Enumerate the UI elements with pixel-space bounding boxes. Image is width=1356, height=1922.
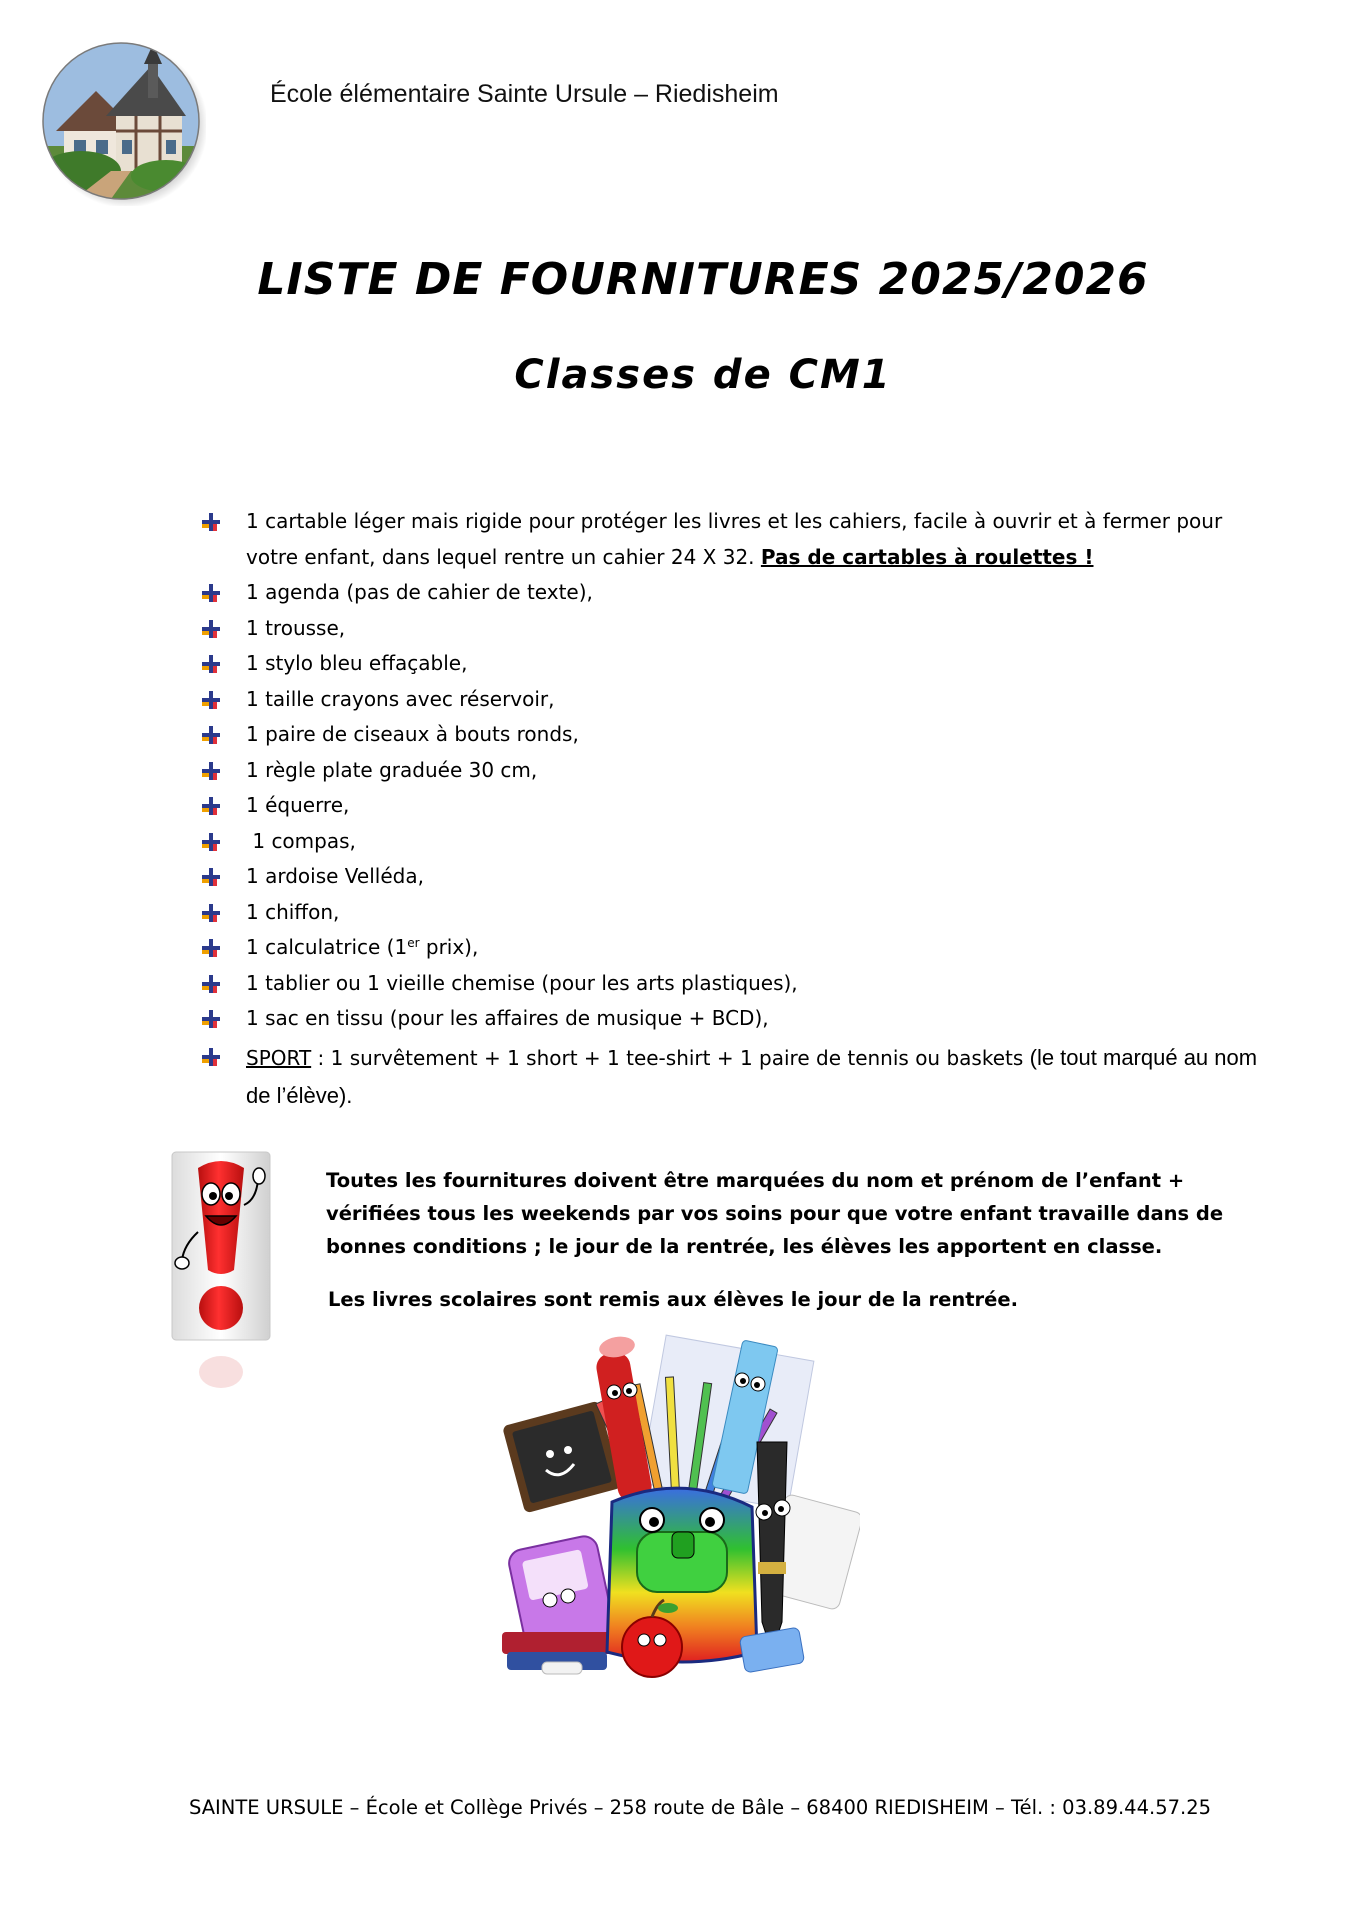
cross-bullet-icon [202, 762, 220, 780]
cross-bullet-icon [202, 939, 220, 957]
exclamation-mark-icon [166, 1150, 276, 1390]
list-item-text: 1 chiffon, [246, 899, 340, 924]
list-item [202, 788, 1262, 824]
list-item [202, 824, 1262, 860]
list-item [202, 717, 1262, 753]
school-logo [36, 36, 206, 206]
list-item-text: 1 trousse, [246, 615, 346, 640]
supply-list [202, 504, 1262, 1115]
cross-bullet-icon [202, 1010, 220, 1028]
cross-bullet-icon [202, 833, 220, 851]
superscript: er [407, 936, 420, 950]
cross-bullet-icon [202, 620, 220, 638]
page-title: LISTE DE FOURNITURES 2025/2026 [257, 254, 1149, 305]
list-item [202, 575, 1262, 611]
list-item [202, 504, 1262, 575]
list-item-text: 1 calculatrice (1 [246, 935, 408, 959]
list-item-text: 1 cartable léger mais rigide pour protéger les livres et les cahiers, facile à ouvrir et à fermer pour votre enfant, dans lequel rentre un cahier 24 X 32. [246, 509, 1223, 569]
list-item [202, 1001, 1262, 1037]
sport-label: SPORT [246, 1045, 312, 1070]
cross-bullet-icon [202, 726, 220, 744]
no-wheels-warning: Pas de cartables à roulettes ! [760, 544, 1094, 569]
list-item [202, 966, 1262, 1002]
list-item-text: 1 stylo bleu effaçable, [246, 651, 468, 675]
list-item-text-end: prix), [419, 935, 479, 959]
list-item-text: 1 tablier ou 1 vieille chemise (pour les arts plastiques), [246, 970, 798, 995]
list-item [202, 682, 1262, 718]
list-item-text: 1 règle plate graduée 30 cm, [246, 757, 538, 782]
school-name: École élémentaire Sainte Ursule – Riedisheim [270, 80, 779, 108]
list-item-text: 1 équerre, [246, 793, 350, 817]
footer-address: SAINTE URSULE – École et Collège Privés – 258 route de Bâle – 68400 RIEDISHEIM – Tél. : 03.89.44.57.25 [188, 1796, 1212, 1819]
list-item-sport [202, 1039, 1262, 1115]
cross-bullet-icon [202, 868, 220, 886]
cross-bullet-icon [202, 584, 220, 602]
list-item [202, 611, 1262, 647]
notice-paragraph: Toutes les fournitures doivent être marquées du nom et prénom de l’enfant + vérifiées tous les weekends par vos soins pour que votre enfant travaille dans de bonnes conditions ; le jour de la rentrée, les élèves les apportent en classe. [326, 1169, 1224, 1258]
cross-bullet-icon [202, 975, 220, 993]
cross-bullet-icon [202, 655, 220, 673]
list-item [202, 895, 1262, 931]
list-item-text: 1 compas, [246, 828, 356, 853]
list-item-text: 1 taille crayons avec réservoir, [246, 686, 555, 711]
list-item [202, 930, 1262, 966]
list-item [202, 753, 1262, 789]
list-item-text: 1 agenda (pas de cahier de texte), [246, 580, 593, 604]
list-item-text-tail: (le tout marqué au nom de l’élève). [246, 1044, 1258, 1108]
page-subtitle: Classes de CM1 [514, 352, 892, 398]
list-item-text: 1 ardoise Velléda, [246, 864, 424, 888]
cross-bullet-icon [202, 691, 220, 709]
list-item [202, 646, 1262, 682]
list-item [202, 859, 1262, 895]
notice-paragraph-books: Les livres scolaires sont remis aux élèves le jour de la rentrée. [328, 1288, 1018, 1311]
cross-bullet-icon [202, 904, 220, 922]
cross-bullet-icon [202, 513, 220, 531]
cross-bullet-icon [202, 1048, 220, 1066]
list-item-text: 1 paire de ciseaux à bouts ronds, [246, 722, 579, 746]
cross-bullet-icon [202, 797, 220, 815]
list-item-text: : 1 survêtement + 1 short + 1 tee-shirt + 1 paire de tennis ou baskets [311, 1045, 1030, 1070]
list-item-text: 1 sac en tissu (pour les affaires de musique + BCD), [246, 1006, 769, 1030]
school-supplies-illustration [502, 1332, 860, 1684]
